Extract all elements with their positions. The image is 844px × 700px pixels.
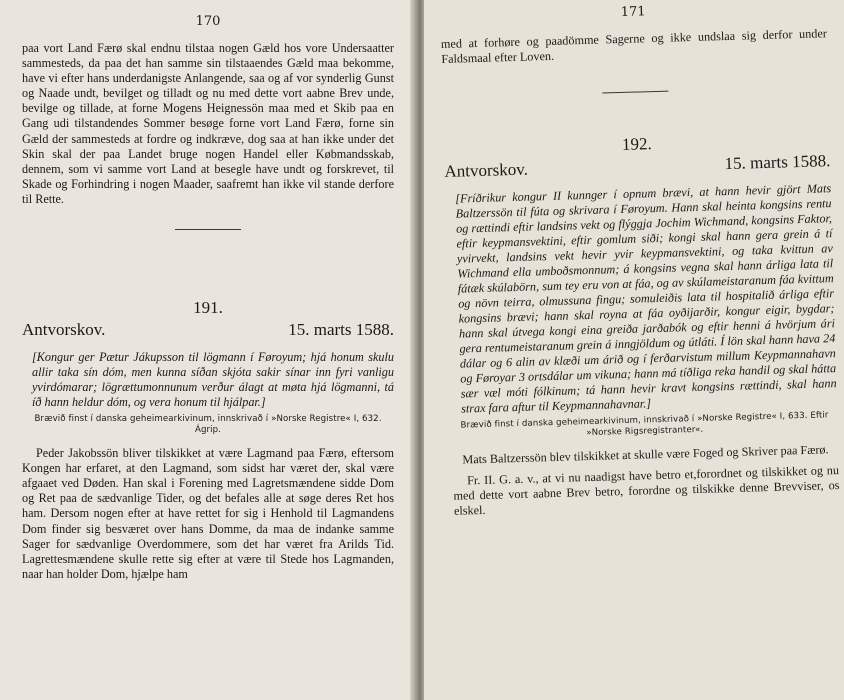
document-summary: [Kongur ger Pætur Jákupsson til lögmann í Føroyum; hjá honum skulu allir taka sín dóm, men kunna síðan skjóta sakir sínar inn fyri vanligu yvirdómarar; lögrættumonnunum verður álagt at møta hjá lögmanni, tá íð hann heldur dóm, og vera honum til hjálpar.] bbox=[32, 350, 394, 410]
right-page bbox=[424, 0, 844, 700]
document-heading bbox=[22, 320, 394, 340]
right-page-content bbox=[440, 0, 840, 519]
document-place: Antvorskov. bbox=[22, 320, 106, 340]
continuation-text: paa vort Land Færø skal endnu tilstaa nogen Gæld hos vore Undersaatter sammesteds, da paa det han samme sin tilstaaendes Gæld maa bekomme, have vi efter hans underdanigste Anlangende, saa og af vor synderlig Gunst og Naade undt, bevilget og tilladt og nu med dette vort aabne Brev unde, bevilge og tillade, at forne Mogens Heignessön maa med et Skib paa en Gang udi tilstandendes Sommer besøge forne vort Land Færø, forne sin Gæld der sammesteds at fordre og indkræve, dog saa at han ikke under det Skin skal der paa Landet bruge nogen Handel eller Købmandsskab, dennem, som vi samme vort Land at besegle have undt og forskrevet, til Skade og Forhindring i nogen Maader, saafremt han ikke vil stande derfore til Rette. bbox=[22, 41, 394, 206]
document-date: 15. marts 1588. bbox=[724, 151, 831, 174]
document-number: 191. bbox=[193, 298, 223, 318]
document-source: Brævið finst í danska geheimearkivinum, innskrivað í »Norske Registre« I, 633. Eftir »Norske Rigsregistranter«. bbox=[460, 410, 829, 439]
document-number: 192. bbox=[621, 134, 652, 155]
document-body: Peder Jakobssön bliver tilskikket at være Lagmand paa Færø, eftersom Kongen har erfaret, at den Lagmand, som sidst har været der, skal være afgaaet ved Døden. Han skal i Forening med Lagretsmændene sidde Dom og Ret paa de sædvanlige Tider, og det befales alle at søge deres Ret hos ham. Dersom nogen efter at have rettet for sig i Henhold til Lagmandens Dom finder sig besværet over hans Domme, da maa de indanke samme Sager for sædvanlige Overdommere, som det har været fra Arilds Tid. Lagrettesmændene skulle rette sig efter at være til Stede hos Lagmanden, naar han holder Dom, hjælpe ham bbox=[22, 446, 394, 581]
document-summary: [Fríðrikur kongur II kunnger í opnum brævi, at hann hevir gjört Mats Baltzerssön til fúta og skrivara í Føroyum. Hann skal heinta kongsins rentu og rættindi eftir landsins vekt og flýggja Jochim Wichmand, kongsins Faktor, eftir keypmansvektini, eftir gomlum siði; kongi skal hann gera grein á tí yvirvekt, landsins vekt hevir yvir keypmansvektini, og taka kvittun av Wichmand ella umboðsmonnum; á kongsins vegna skal hann árliga lata til fátæk skúlabörn, sum tey eru von at fáa, og av skúlameistaranum fáa kvittum og növn teirra, olmussuna fingu; somuleiðis lata til hospitalið árliga eftir kongsins brævi; hann skal royna at fáa oyðijarðir, kongur eigir, bygdar; hann skal útvega kongi eina greiða jarðabók og eftir henni á hvörjum ári gera rentumeistaranum grein á inngjöldum og útláti. Í lön skal hann hava 24 dálar og 6 alin av klæði um árið og í ferðarvistum millum Keypmannahavn og Føroyar 3 ortsdálar um vikuna; hann má tíðliga reka handil og skal hátta sær væl móti fólkinum; tá hann hevir kravt kongsins rættindi, skal hann strax fara aftur til Keypmannahavnar.] bbox=[455, 181, 837, 416]
continuation-text: med at forhøre og paadömme Sagerne og ikke undslaa sig derfor under Faldsmaal efter Loven. bbox=[440, 26, 827, 67]
left-page-content bbox=[22, 14, 394, 582]
left-page bbox=[0, 0, 414, 700]
document-place: Antvorskov. bbox=[444, 159, 529, 182]
page-number: 170 bbox=[195, 14, 221, 29]
document-source: Brævið finst í danska geheimearkivinum, innskrivað í »Norske Registre« I, 632. Ágrip. bbox=[34, 414, 382, 436]
document-body: Fr. II. G. a. v., at vi nu naadigst have betro et,forordnet og tilskikket og nu med dette vort aabne Brev betro, forordne og tilskikke denne Brevviser, os elskel. bbox=[453, 463, 840, 519]
document-date: 15. marts 1588. bbox=[288, 320, 394, 340]
page-number: 171 bbox=[620, 4, 646, 20]
document-intro: Mats Baltzerssön blev tilskikket at skulle være Foged og Skriver paa Færø. bbox=[462, 442, 829, 467]
